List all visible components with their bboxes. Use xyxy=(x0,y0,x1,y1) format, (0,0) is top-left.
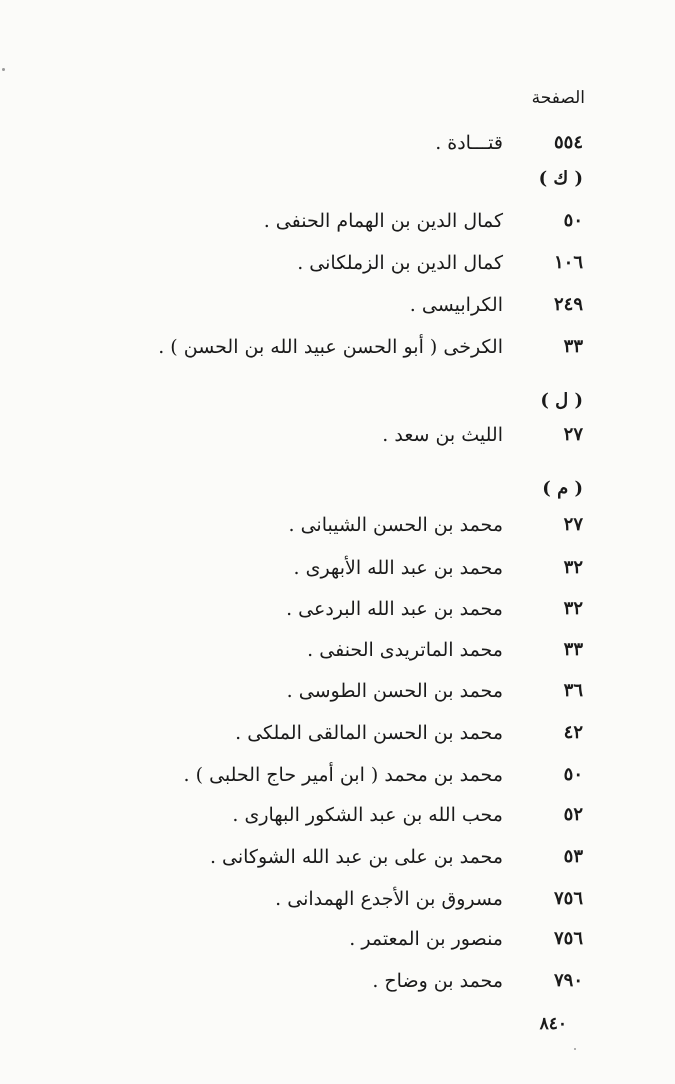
entry-page-number: ٣٢ xyxy=(563,557,583,578)
entry-page-number: ٥٠ xyxy=(563,764,583,785)
entry-page-number: ٥٢ xyxy=(563,804,583,825)
entry-page-number: ٣٦ xyxy=(563,680,583,701)
entry-name: كمال الدين بن الهمام الحنفى . xyxy=(263,210,503,232)
index-entry xyxy=(0,970,675,1000)
entry-page-number: ٢٧ xyxy=(563,424,583,445)
entry-page-number: ٧٥٦ xyxy=(553,888,583,909)
entry-page-number: ٢٤٩ xyxy=(553,294,583,315)
entry-name: محمد بن الحسن الطوسى . xyxy=(286,680,503,702)
entry-page-number: ٥٣ xyxy=(563,846,583,867)
entry-page-number: ٧٩٠ xyxy=(553,970,583,991)
entry-page-number: ٣٢ xyxy=(563,598,583,619)
index-entry xyxy=(0,928,675,958)
section-letter: ( ل ) xyxy=(540,390,583,411)
section-letter: ( ك ) xyxy=(538,168,583,189)
index-entry xyxy=(0,846,675,876)
entry-name: محمد بن على بن عبد الله الشوكانى . xyxy=(209,846,503,868)
index-entry xyxy=(0,252,675,282)
index-entry xyxy=(0,598,675,628)
entry-page-number: ٤٢ xyxy=(563,722,583,743)
index-entry xyxy=(0,764,675,794)
entry-name: كمال الدين بن الزملكانى . xyxy=(297,252,503,274)
index-entry xyxy=(0,294,675,324)
index-entry xyxy=(0,514,675,544)
entry-name: محمد بن الحسن الشيبانى . xyxy=(288,514,503,536)
index-entry xyxy=(0,424,675,454)
entry-name: مسروق بن الأجدع الهمدانى . xyxy=(275,888,503,910)
entry-name: محمد بن عبد الله البردعى . xyxy=(286,598,503,620)
entry-page-number: ٢٧ xyxy=(563,514,583,535)
entry-page-number: ٣٣ xyxy=(563,336,583,357)
index-entry xyxy=(0,210,675,240)
index-entry xyxy=(0,132,675,162)
section-letter: ( م ) xyxy=(542,478,583,499)
entry-name: قتـــادة . xyxy=(435,132,503,154)
scan-speck xyxy=(2,68,5,71)
entry-name: محمد بن الحسن المالقى الملكى . xyxy=(235,722,503,744)
entry-page-number: ٥٠ xyxy=(563,210,583,231)
entry-name: منصور بن المعتمر . xyxy=(349,928,503,950)
index-entry xyxy=(0,557,675,587)
entry-name: محمد بن عبد الله الأبهرى . xyxy=(293,557,503,579)
entry-name: محمد بن وضاح . xyxy=(372,970,503,992)
page-number: ٨٤٠ xyxy=(539,1014,567,1034)
index-entry xyxy=(0,680,675,710)
scan-speck xyxy=(574,1048,576,1050)
index-entry xyxy=(0,722,675,752)
entry-page-number: ٥٥٤ xyxy=(553,132,583,153)
entry-page-number: ٣٣ xyxy=(563,639,583,660)
entry-name: محمد بن محمد ( ابن أمير حاج الحلبى ) . xyxy=(183,764,503,786)
entry-page-number: ١٠٦ xyxy=(553,252,583,273)
index-entry xyxy=(0,804,675,834)
entry-name: الكرخى ( أبو الحسن عبيد الله بن الحسن ) . xyxy=(158,336,503,358)
page-column-header: الصفحة xyxy=(531,88,585,108)
index-entry xyxy=(0,336,675,366)
entry-page-number: ٧٥٦ xyxy=(553,928,583,949)
entry-name: محب الله بن عبد الشكور البهارى . xyxy=(232,804,503,826)
index-entry xyxy=(0,639,675,669)
entry-name: الليث بن سعد . xyxy=(382,424,503,446)
index-entry xyxy=(0,888,675,918)
entry-name: محمد الماتريدى الحنفى . xyxy=(307,639,503,661)
entry-name: الكرابيسى . xyxy=(409,294,503,316)
